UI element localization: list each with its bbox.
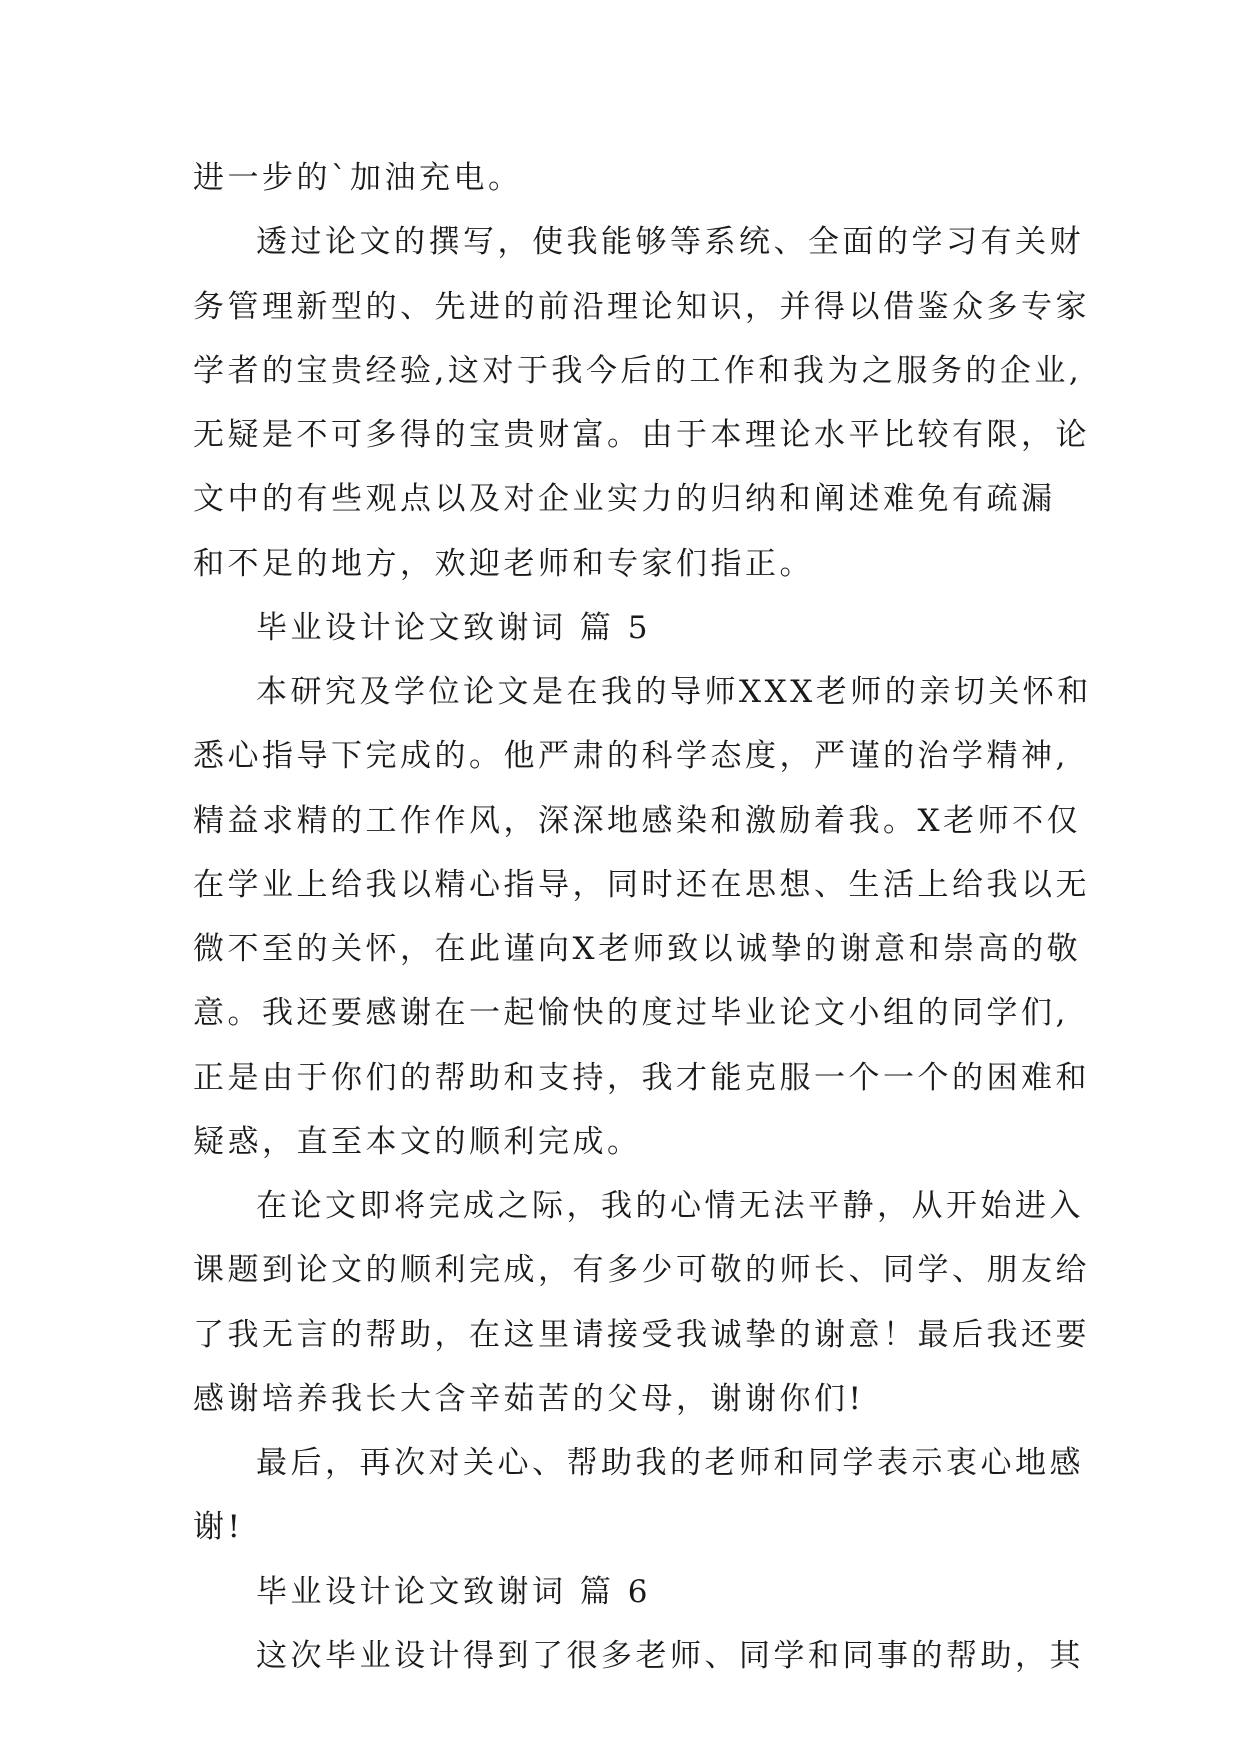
text-line: 谢!	[193, 1509, 244, 1545]
text-line: 课题到论文的顺利完成，有多少可敬的师长、同学、朋友给	[193, 1252, 1090, 1288]
text-line: 在学业上给我以精心指导，同时还在思想、生活上给我以无	[193, 867, 1090, 903]
text-line: 悉心指导下完成的。他严肃的科学态度，严谨的治学精神,	[193, 738, 1069, 774]
text-line: 务管理新型的、先进的前沿理论知识，并得以借鉴众多专家	[193, 289, 1090, 325]
text-line: 本研究及学位论文是在我的导师XXX老师的亲切关怀和	[256, 674, 1092, 710]
text-line: 和不足的地方，欢迎老师和专家们指正。	[193, 546, 814, 582]
text-line: 微不至的关怀，在此谨向X老师致以诚挚的谢意和崇高的敬	[193, 931, 1082, 967]
text-line: 意。我还要感谢在一起愉快的度过毕业论文小组的同学们,	[193, 995, 1069, 1031]
text-line: 疑惑，直至本文的顺利完成。	[193, 1124, 642, 1160]
text-line: 这次毕业设计得到了很多老师、同学和同事的帮助，其	[256, 1638, 1084, 1674]
text-line: 无疑是不可多得的宝贵财富。由于本理论水平比较有限，论	[193, 417, 1090, 453]
text-line: 在论文即将完成之际，我的心情无法平静，从开始进入	[256, 1188, 1084, 1224]
section-heading: 毕业设计论文致谢词 篇 6	[256, 1574, 651, 1610]
text-line: 学者的宝贵经验,这对于我今后的工作和我为之服务的企业,	[193, 353, 1083, 389]
text-line: 正是由于你们的帮助和支持，我才能克服一个一个的困难和	[193, 1060, 1090, 1096]
text-line: 进一步的`加油充电。	[193, 160, 523, 196]
text-line: 文中的有些观点以及对企业实力的归纳和阐述难免有疏漏	[193, 481, 1056, 517]
text-line: 感谢培养我长大含辛茹苦的父母，谢谢你们!	[193, 1381, 865, 1417]
text-line: 最后，再次对关心、帮助我的老师和同学表示衷心地感	[256, 1445, 1084, 1481]
text-line: 精益求精的工作作风，深深地感染和激励着我。X老师不仅	[193, 803, 1082, 839]
text-line: 了我无言的帮助，在这里请接受我诚挚的谢意！最后我还要	[193, 1317, 1090, 1353]
text-line: 透过论文的撰写，使我能够等系统、全面的学习有关财	[256, 224, 1084, 260]
section-heading: 毕业设计论文致谢词 篇 5	[256, 610, 651, 646]
